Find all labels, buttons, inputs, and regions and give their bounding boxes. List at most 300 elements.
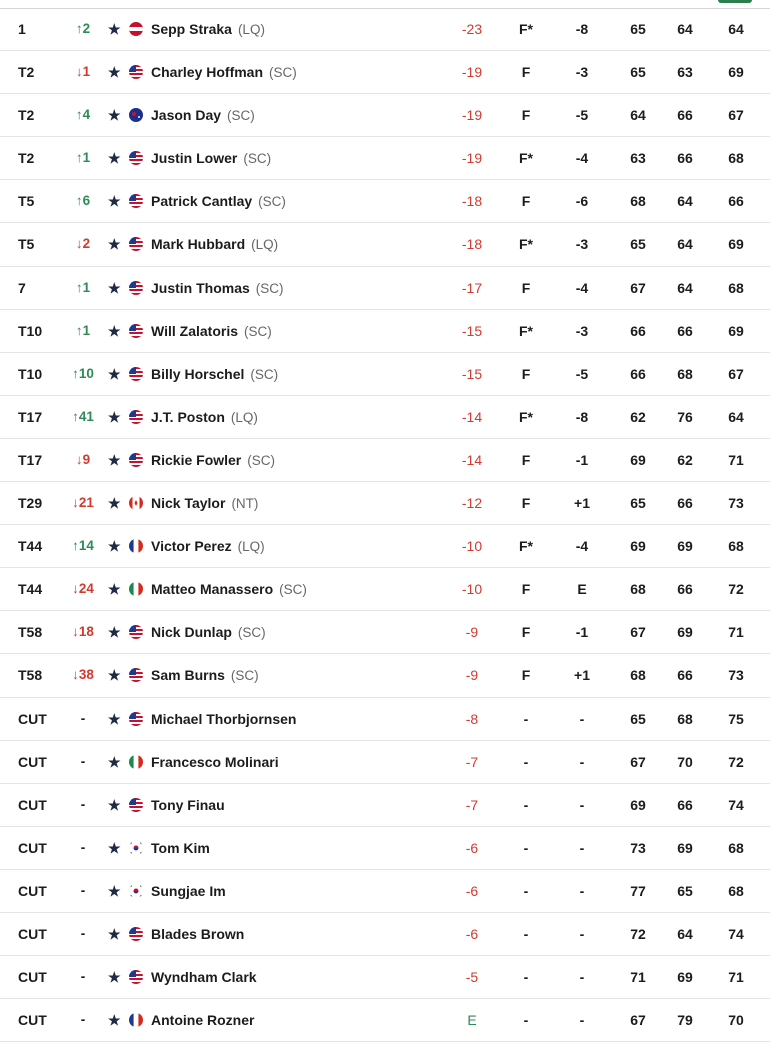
position: CUT: [18, 839, 47, 856]
round-2-score: 69: [677, 969, 693, 986]
favorite-star-icon[interactable]: ★: [108, 1012, 121, 1029]
leaderboard-row[interactable]: [0, 568, 770, 611]
position: T10: [18, 322, 43, 339]
favorite-star-icon[interactable]: ★: [108, 925, 121, 942]
player-name[interactable]: [151, 51, 297, 93]
movement: [68, 784, 98, 826]
usa-flag-icon: [129, 453, 143, 467]
arrow-down-icon: ↓: [72, 581, 79, 597]
leaderboard-row[interactable]: [0, 870, 770, 913]
movement-value: 24: [78, 581, 94, 597]
leaderboard-row[interactable]: [0, 482, 770, 525]
leaderboard-row[interactable]: [0, 396, 770, 439]
player-tag: (SC): [227, 108, 255, 124]
round-1-score: 66: [630, 365, 646, 382]
round-1-score: 71: [630, 969, 646, 986]
usa-flag-icon: [129, 194, 143, 208]
total-score: -10: [461, 581, 483, 598]
movement: [68, 267, 98, 309]
total-score: -15: [461, 322, 483, 339]
player-name[interactable]: [151, 439, 275, 481]
position: CUT: [18, 1012, 47, 1029]
austria-flag-icon: [129, 22, 143, 36]
usa-flag-icon: [129, 151, 143, 165]
round-3-score: 66: [728, 193, 744, 210]
today-score: -5: [575, 365, 589, 382]
leaderboard-row[interactable]: [0, 267, 770, 310]
thru: F: [521, 365, 531, 382]
round-2-score: 66: [677, 107, 693, 124]
today-score: -: [579, 839, 585, 856]
today-score: -8: [575, 21, 589, 37]
movement: [68, 611, 98, 653]
total-score: -19: [461, 64, 483, 81]
player-name[interactable]: [151, 525, 265, 567]
player-name-text: Tony Finau: [151, 796, 225, 813]
movement: [68, 999, 98, 1041]
player-name[interactable]: [151, 698, 296, 740]
total-score: -19: [461, 150, 483, 167]
movement-value: 10: [78, 365, 94, 381]
position: T5: [18, 236, 35, 253]
round-2-score: 64: [677, 236, 693, 253]
thru: F: [521, 667, 531, 684]
round-3-score: 68: [728, 839, 744, 856]
round-2-score: 65: [677, 882, 693, 899]
arrow-up-icon: ↑: [75, 322, 83, 338]
movement: [68, 94, 98, 136]
movement-value: -: [80, 882, 86, 898]
round-3-score: 74: [728, 796, 744, 813]
arrow-up-icon: ↑: [75, 21, 83, 36]
thru: F*: [519, 538, 533, 555]
round-2-score: 76: [677, 408, 693, 425]
round-3-score: 75: [728, 710, 744, 727]
player-name[interactable]: [151, 870, 226, 912]
movement-value: -: [80, 710, 86, 726]
player-tag: (NT): [231, 496, 259, 512]
movement: [68, 956, 98, 998]
round-3-score: 64: [728, 408, 744, 425]
leaderboard-row[interactable]: [0, 913, 770, 956]
movement-value: 6: [82, 193, 91, 209]
player-name[interactable]: [151, 353, 278, 395]
favorite-star-icon[interactable]: ★: [108, 753, 121, 770]
player-tag: (SC): [250, 366, 279, 382]
round-3-score: 73: [728, 667, 744, 684]
round-3-score: 72: [728, 581, 744, 598]
movement: [68, 482, 98, 524]
round-2-score: 68: [677, 365, 693, 382]
movement: [68, 827, 98, 869]
player-name[interactable]: [151, 568, 307, 610]
player-name[interactable]: [151, 741, 279, 783]
leaderboard-row[interactable]: [0, 223, 770, 266]
active-tab-indicator: [718, 0, 752, 3]
position: T17: [18, 451, 43, 468]
position: T2: [18, 64, 35, 81]
canada-flag-icon: [129, 496, 143, 510]
round-1-score: 62: [630, 408, 646, 425]
player-name[interactable]: [151, 956, 257, 998]
movement-value: 14: [78, 538, 94, 554]
round-3-score: 70: [728, 1012, 744, 1029]
round-1-score: 65: [630, 710, 646, 727]
player-name-text: Antoine Rozner: [151, 1012, 255, 1029]
today-score: +1: [574, 667, 590, 684]
total-score: -19: [461, 107, 483, 124]
player-name-text: Tom Kim: [151, 839, 210, 856]
movement-value: 21: [78, 495, 94, 511]
leaderboard-table: [0, 8, 770, 1042]
today-score: -: [579, 925, 585, 942]
leaderboard-row[interactable]: [0, 956, 770, 999]
favorite-star-icon[interactable]: ★: [108, 107, 121, 124]
player-name-text: Justin Thomas: [151, 279, 250, 296]
player-name[interactable]: [151, 180, 286, 222]
player-name-text: Billy Horschel: [151, 365, 245, 382]
arrow-down-icon: ↓: [72, 667, 79, 683]
round-3-score: 71: [728, 969, 744, 986]
movement: [68, 353, 98, 395]
movement-value: -: [80, 753, 86, 769]
today-score: -3: [575, 236, 589, 253]
round-1-score: 67: [630, 279, 646, 296]
player-name[interactable]: [151, 267, 284, 309]
favorite-star-icon[interactable]: ★: [108, 322, 121, 339]
leaderboard-row[interactable]: [0, 827, 770, 870]
leaderboard-row[interactable]: [0, 611, 770, 654]
round-2-score: 68: [677, 710, 693, 727]
round-1-score: 68: [630, 581, 646, 598]
position: T17: [18, 408, 43, 425]
round-3-score: 71: [728, 624, 744, 641]
favorite-star-icon[interactable]: ★: [108, 408, 121, 425]
leaderboard-row[interactable]: [0, 654, 770, 697]
player-name-text: Jason Day: [151, 107, 222, 124]
movement-value: 18: [78, 624, 94, 640]
favorite-star-icon[interactable]: ★: [108, 710, 121, 727]
total-score: -14: [461, 408, 483, 425]
round-3-score: 69: [728, 322, 744, 339]
thru: -: [523, 710, 529, 727]
movement-value: 2: [82, 236, 91, 252]
total-score: -10: [461, 538, 483, 555]
position: T58: [18, 667, 43, 684]
round-3-score: 73: [728, 495, 744, 512]
position: T29: [18, 495, 43, 512]
total-score: -6: [465, 925, 479, 942]
thru: F*: [519, 236, 533, 253]
favorite-star-icon[interactable]: ★: [108, 64, 121, 81]
leaderboard-row[interactable]: [0, 180, 770, 223]
position: CUT: [18, 710, 47, 727]
round-3-score: 68: [728, 882, 744, 899]
round-1-score: 68: [630, 193, 646, 210]
round-1-score: 67: [630, 624, 646, 641]
round-1-score: 63: [630, 150, 646, 167]
movement-value: 4: [82, 107, 91, 123]
today-score: +1: [574, 495, 590, 512]
korea-flag-icon: [129, 841, 143, 855]
total-score: E: [467, 1012, 477, 1029]
thru: -: [523, 839, 529, 856]
usa-flag-icon: [129, 668, 143, 682]
movement: [68, 223, 98, 265]
thru: F: [521, 495, 531, 512]
usa-flag-icon: [129, 410, 143, 424]
favorite-star-icon[interactable]: ★: [108, 495, 121, 512]
total-score: -15: [461, 365, 483, 382]
movement: [68, 180, 98, 222]
round-1-score: 65: [630, 21, 646, 37]
movement: [68, 137, 98, 179]
favorite-star-icon[interactable]: ★: [108, 796, 121, 813]
arrow-up-icon: ↑: [72, 538, 79, 554]
thru: -: [523, 753, 529, 770]
round-3-score: 74: [728, 925, 744, 942]
leaderboard-row[interactable]: [0, 784, 770, 827]
player-name[interactable]: [151, 8, 265, 50]
round-2-score: 66: [677, 150, 693, 167]
player-name[interactable]: [151, 482, 258, 524]
total-score: -6: [465, 882, 479, 899]
thru: -: [523, 796, 529, 813]
round-2-score: 66: [677, 322, 693, 339]
player-name[interactable]: [151, 784, 225, 826]
thru: F*: [519, 150, 533, 167]
player-name-text: Rickie Fowler: [151, 451, 242, 468]
round-3-score: 68: [728, 150, 744, 167]
position: T2: [18, 107, 35, 124]
favorite-star-icon[interactable]: ★: [108, 667, 121, 684]
round-2-score: 66: [677, 667, 693, 684]
position: T44: [18, 581, 43, 598]
round-3-score: 69: [728, 64, 744, 81]
total-score: -7: [465, 753, 479, 770]
today-score: -1: [575, 624, 589, 641]
total-score: -5: [465, 969, 479, 986]
total-score: -9: [465, 624, 479, 641]
player-name-text: Sepp Straka: [151, 21, 232, 37]
arrow-down-icon: ↓: [75, 64, 83, 80]
favorite-star-icon[interactable]: ★: [108, 193, 121, 210]
leaderboard-row[interactable]: [0, 741, 770, 784]
thru: F: [521, 107, 531, 124]
player-name[interactable]: [151, 827, 210, 869]
round-3-score: 68: [728, 538, 744, 555]
round-2-score: 79: [677, 1012, 693, 1029]
today-score: -4: [575, 538, 589, 555]
thru: -: [523, 882, 529, 899]
favorite-star-icon[interactable]: ★: [108, 969, 121, 986]
thru: F: [521, 624, 531, 641]
movement: [68, 654, 98, 696]
favorite-star-icon[interactable]: ★: [108, 236, 121, 253]
favorite-star-icon[interactable]: ★: [108, 538, 121, 555]
position: CUT: [18, 969, 47, 986]
round-2-score: 62: [677, 451, 693, 468]
thru: -: [523, 969, 529, 986]
player-name[interactable]: [151, 611, 266, 653]
arrow-down-icon: ↓: [75, 451, 83, 467]
player-name-text: Justin Lower: [151, 150, 238, 167]
round-3-score: 69: [728, 236, 744, 253]
player-tag: (SC): [279, 582, 307, 598]
player-name[interactable]: [151, 310, 272, 352]
total-score: -18: [461, 193, 483, 210]
leaderboard-row[interactable]: [0, 525, 770, 568]
movement-value: -: [80, 925, 86, 941]
usa-flag-icon: [129, 927, 143, 941]
player-name[interactable]: [151, 223, 278, 265]
round-1-score: 69: [630, 796, 646, 813]
favorite-star-icon[interactable]: ★: [108, 279, 121, 296]
today-score: -: [579, 1012, 585, 1029]
arrow-up-icon: ↑: [72, 365, 79, 381]
round-1-score: 65: [630, 495, 646, 512]
round-2-score: 64: [677, 193, 693, 210]
arrow-up-icon: ↑: [75, 150, 83, 166]
france-flag-icon: [129, 1013, 143, 1027]
today-score: -: [579, 796, 585, 813]
today-score: -: [579, 753, 585, 770]
movement-value: 9: [82, 451, 91, 467]
thru: F*: [519, 322, 533, 339]
total-score: -17: [461, 279, 483, 296]
leaderboard-row[interactable]: [0, 999, 770, 1042]
round-1-score: 73: [630, 839, 646, 856]
thru: F: [521, 451, 531, 468]
today-score: -1: [575, 451, 589, 468]
player-name-text: Sungjae Im: [151, 882, 226, 899]
favorite-star-icon[interactable]: ★: [108, 624, 121, 641]
player-name-text: Nick Taylor: [151, 495, 226, 512]
round-2-score: 69: [677, 538, 693, 555]
player-name-text: Blades Brown: [151, 925, 245, 942]
player-tag: (SC): [243, 151, 272, 167]
player-name-text: Sam Burns: [151, 667, 225, 684]
round-2-score: 66: [677, 796, 693, 813]
round-1-score: 69: [630, 538, 646, 555]
total-score: -18: [461, 236, 483, 253]
korea-flag-icon: [129, 884, 143, 898]
favorite-star-icon[interactable]: ★: [108, 839, 121, 856]
player-tag: (SC): [237, 625, 266, 641]
leaderboard-row[interactable]: [0, 698, 770, 741]
position: 7: [18, 279, 26, 296]
total-score: -6: [465, 839, 479, 856]
favorite-star-icon[interactable]: ★: [108, 581, 121, 598]
today-score: -3: [575, 322, 589, 339]
usa-flag-icon: [129, 237, 143, 251]
leaderboard-row[interactable]: [0, 137, 770, 180]
thru: -: [523, 1012, 529, 1029]
player-name[interactable]: [151, 396, 258, 438]
leaderboard-row[interactable]: [0, 439, 770, 482]
leaderboard-row[interactable]: [0, 94, 770, 137]
position: T5: [18, 193, 35, 210]
arrow-down-icon: ↓: [72, 495, 79, 511]
round-3-score: 67: [728, 107, 744, 124]
round-1-score: 67: [630, 1012, 646, 1029]
australia-flag-icon: [129, 108, 143, 122]
leaderboard-row[interactable]: [0, 51, 770, 94]
favorite-star-icon[interactable]: ★: [108, 882, 121, 899]
player-tag: (SC): [269, 65, 297, 81]
arrow-up-icon: ↑: [75, 107, 83, 123]
position: CUT: [18, 925, 47, 942]
today-score: -: [579, 710, 585, 727]
player-name[interactable]: [151, 137, 271, 179]
movement-value: -: [80, 1012, 86, 1028]
player-name[interactable]: [151, 999, 254, 1041]
round-3-score: 64: [728, 21, 744, 37]
round-2-score: 70: [677, 753, 693, 770]
arrow-up-icon: ↑: [75, 193, 83, 209]
leaderboard-row[interactable]: [0, 353, 770, 396]
round-1-score: 69: [630, 451, 646, 468]
player-tag: (LQ): [237, 22, 265, 37]
round-1-score: 68: [630, 667, 646, 684]
total-score: -23: [461, 21, 483, 37]
round-2-score: 69: [677, 839, 693, 856]
movement-value: -: [80, 839, 86, 855]
player-name-text: Matteo Manassero: [151, 581, 274, 598]
leaderboard-row[interactable]: [0, 310, 770, 353]
round-1-score: 67: [630, 753, 646, 770]
arrow-up-icon: ↑: [75, 279, 83, 295]
favorite-star-icon[interactable]: ★: [108, 21, 121, 37]
usa-flag-icon: [129, 625, 143, 639]
movement-value: 1: [82, 150, 91, 166]
player-tag: (SC): [258, 194, 286, 210]
favorite-star-icon[interactable]: ★: [108, 451, 121, 468]
round-1-score: 65: [630, 64, 646, 81]
movement: [68, 568, 98, 610]
today-score: -8: [575, 408, 589, 425]
position: T58: [18, 624, 43, 641]
leaderboard-row[interactable]: [0, 8, 770, 51]
usa-flag-icon: [129, 281, 143, 295]
italy-flag-icon: [129, 582, 143, 596]
player-tag: (LQ): [251, 237, 279, 253]
player-tag: (LQ): [237, 539, 265, 555]
position: CUT: [18, 796, 47, 813]
round-1-score: 64: [630, 107, 646, 124]
thru: -: [523, 925, 529, 942]
player-name-text: Patrick Cantlay: [151, 193, 253, 210]
player-name[interactable]: [151, 913, 244, 955]
position: CUT: [18, 753, 47, 770]
player-tag: (SC): [255, 280, 284, 296]
player-name[interactable]: [151, 94, 255, 136]
movement: [68, 8, 98, 50]
player-name[interactable]: [151, 654, 259, 696]
player-tag: (SC): [247, 452, 276, 468]
position: T44: [18, 538, 43, 555]
favorite-star-icon[interactable]: ★: [108, 150, 121, 167]
movement: [68, 870, 98, 912]
total-score: -7: [465, 796, 479, 813]
movement-value: 41: [78, 408, 94, 424]
player-name-text: Will Zalatoris: [151, 322, 239, 339]
round-2-score: 64: [677, 279, 693, 296]
round-1-score: 72: [630, 925, 646, 942]
favorite-star-icon[interactable]: ★: [108, 365, 121, 382]
arrow-down-icon: ↓: [75, 236, 83, 252]
total-score: -9: [465, 667, 479, 684]
